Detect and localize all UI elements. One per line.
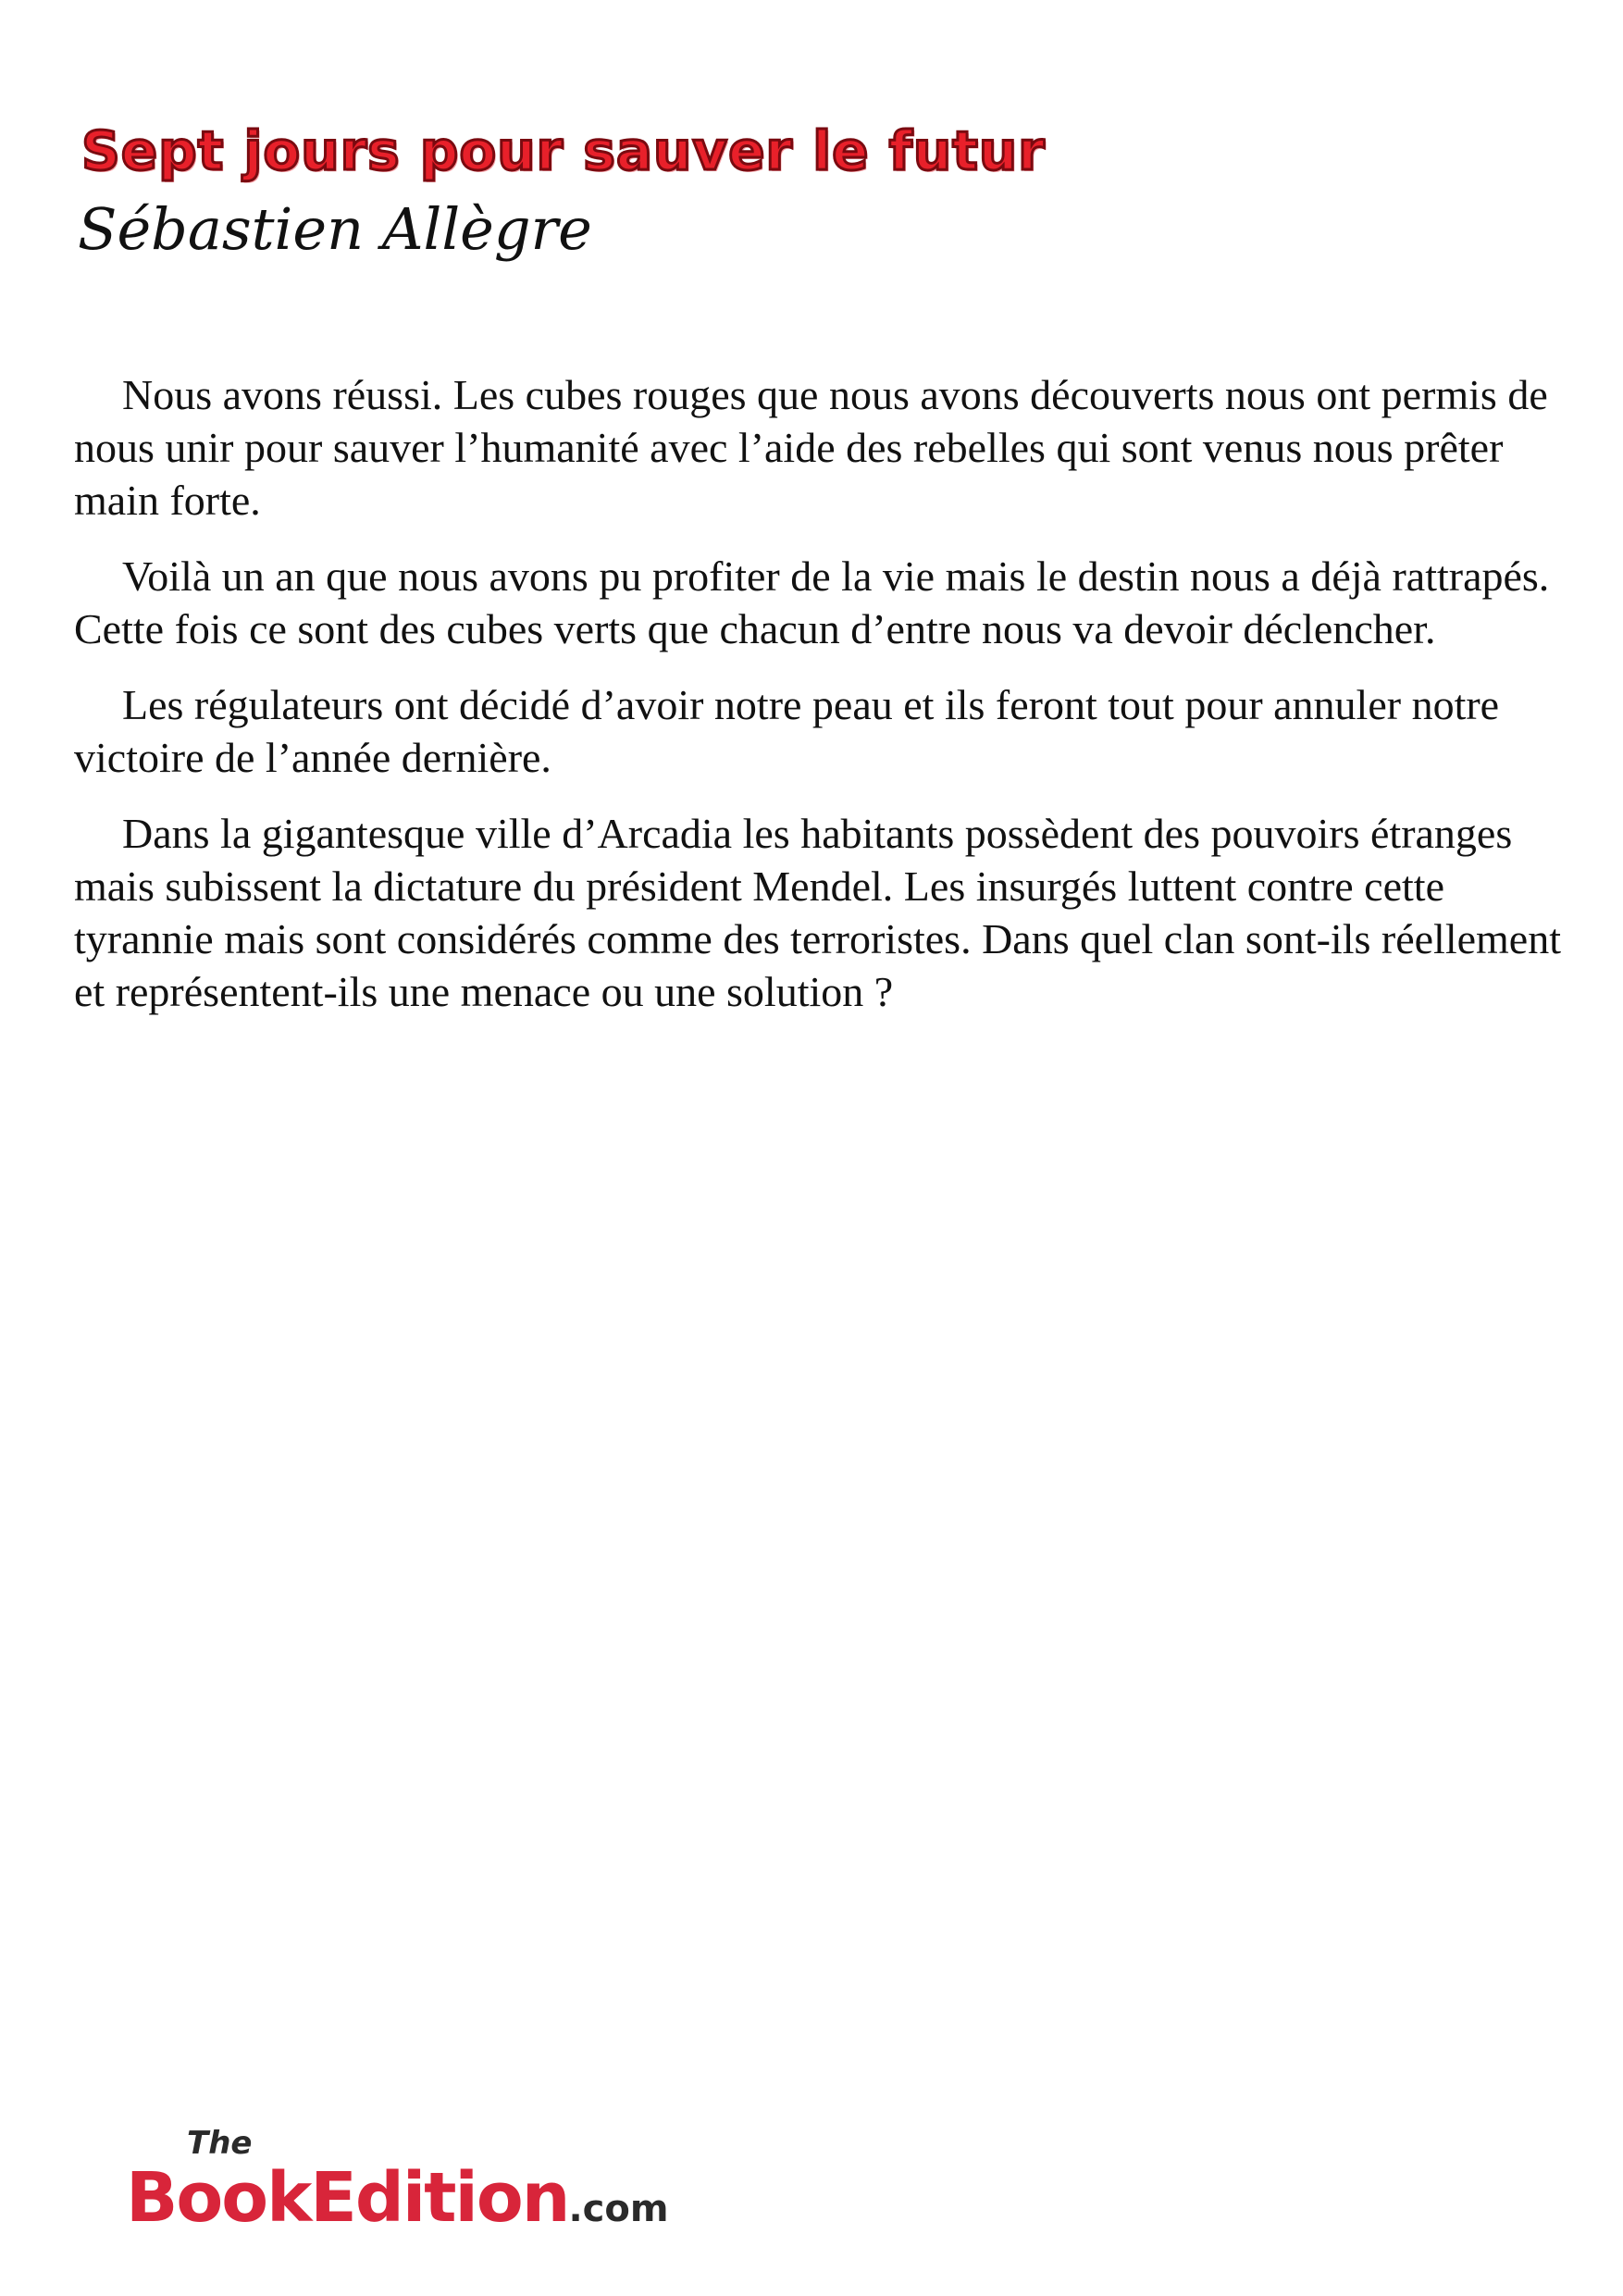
summary-paragraph: Dans la gigantesque ville d’Arcadia les habitants possèdent des pouvoirs étranges mais subissent la dictature du président Mendel. Les insurgés luttent contre cette tyrannie mais sont considérés comme des terroristes. Dans quel clan sont-ils réellement et représentent-ils une menace ou une solution ? — [74, 810, 1561, 1015]
summary-paragraph: Voilà un an que nous avons pu profiter de la vie mais le destin nous a déjà rattrapés. Cette fois ce sont des cubes verts que chacun d’entre nous va devoir déclencher. — [74, 552, 1550, 652]
logo-wordmark — [126, 2156, 669, 2251]
logo-name-text: BookEdition — [126, 2158, 569, 2238]
summary-paragraph: Les régulateurs ont décidé d’avoir notre peau et ils feront tout pour annuler notre victoire de l’année dernière. — [74, 681, 1500, 781]
logo-the-text: The — [187, 2125, 253, 2162]
logo-domain-text: .com — [568, 2188, 669, 2230]
summary-paragraph: Nous avons réussi. Les cubes rouges que nous avons découverts nous ont permis de nous unir pour sauver l’humanité avec l’aide des rebelles qui sont venus nous prêter main forte. — [74, 371, 1548, 524]
book-author: Sébastien Allègre — [78, 195, 592, 263]
summary-text — [74, 368, 1573, 1041]
publisher-logo — [126, 2125, 700, 2245]
book-title: Sept jours pour sauver le futur — [81, 119, 1046, 182]
